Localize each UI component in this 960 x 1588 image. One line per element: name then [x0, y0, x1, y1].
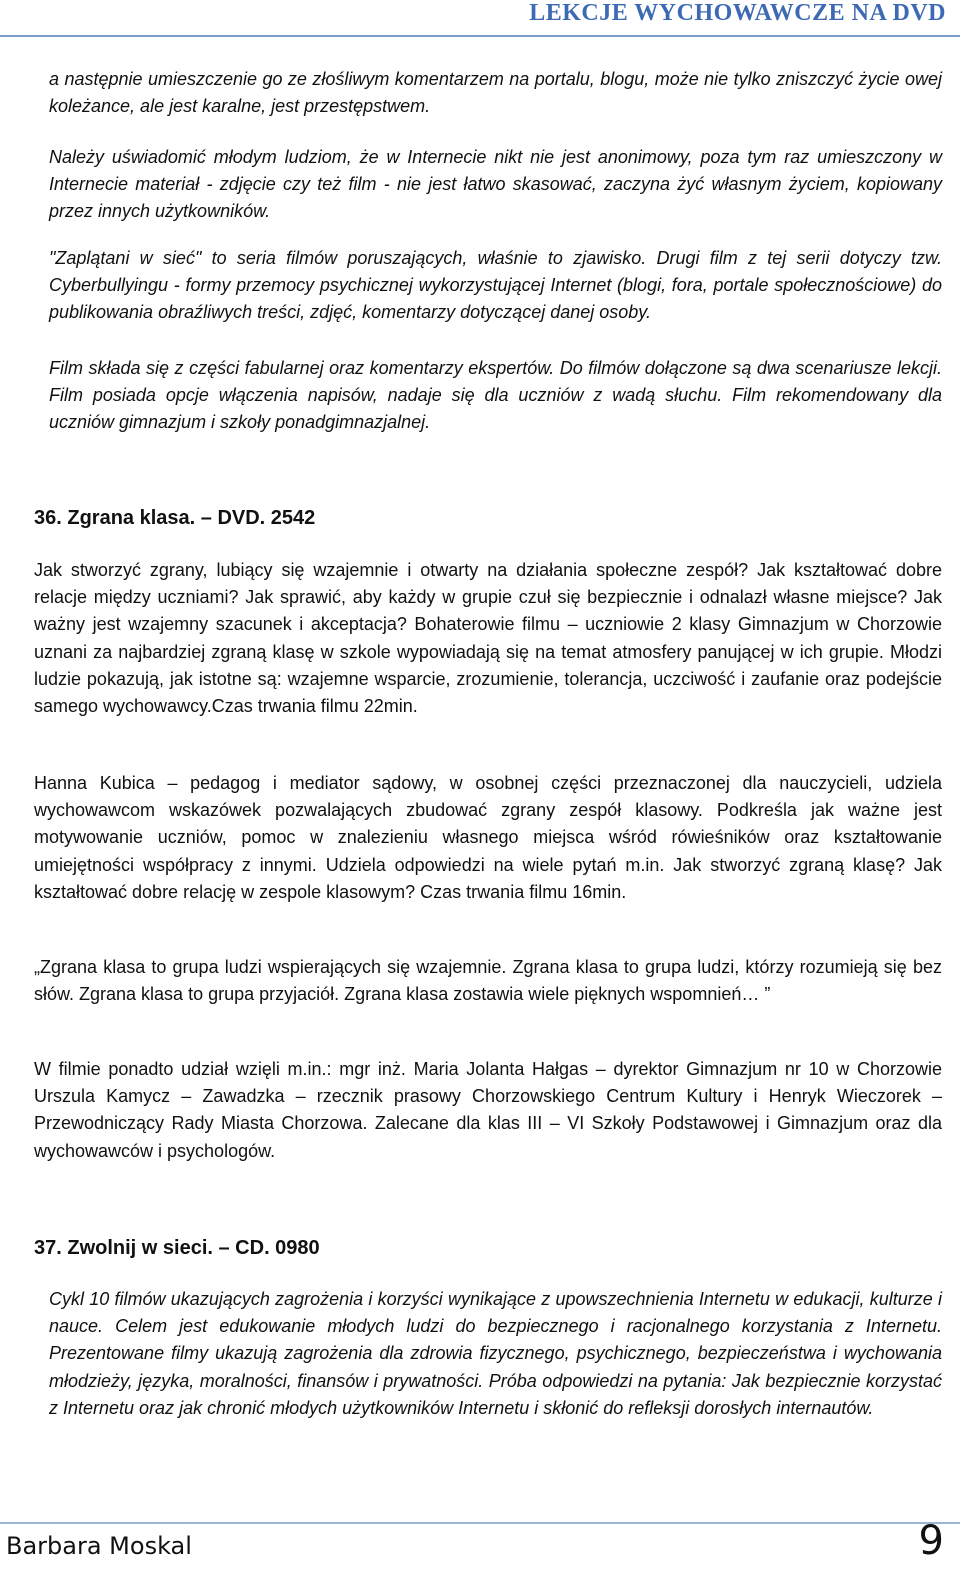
section-37-paragraph-1: Cykl 10 filmów ukazujących zagrożenia i korzyści wynikające z upowszechnienia Internetu w edukacji, kulturze i nauce. Celem jest edukowanie młodych ludzi do bezpiecznego i racjonalnego korzystania z Internetu. Prezentowane filmy ukazują zagrożenia dla zdrowia fizycznego, psychicznego, bezpieczeństwa i wychowania młodzieży, języka, moralności, finansów i prywatności. Próba odpowiedzi na pytania: Jak bezpiecznie korzystać z Internetu oraz jak chronić młodych użytkowników Internetu i skłonić do refleksji dorosłych internautów. — [49, 1289, 942, 1418]
section-36-paragraph-4: W filmie ponadto udział wzięli m.in.: mgr inż. Maria Jolanta Hałgas – dyrektor Gimnazjum nr 10 w Chorzowie Urszula Kamycz – Zawadzka – rzecznik prasowy Chorzowskiego Centrum Kultury i Henryk Wieczorek – Przewodniczący Rady Miasta Chorzowa. Zalecane dla klas III – VI Szkoły Podstawowej i Gimnazjum oraz dla wychowawców i psychologów. — [34, 1059, 942, 1161]
prev-paragraph-4: Film składa się z części fabularnej oraz komentarzy ekspertów. Do filmów dołączone są dwa scenariusze lekcji. Film posiada opcje włączenia napisów, nadaje się dla uczniów z wadą słuchu. Film rekomendowany dla uczniów gimnazjum i szkoły ponadgimnazjalnej. — [49, 358, 942, 433]
prev-paragraph-3: "Zaplątani w sieć" to seria filmów poruszających, właśnie to zjawisko. Drugi film z tej serii dotyczy tzw. Cyberbullyingu - formy przemocy psychicznej wykorzystującej Internet (blogi, fora, portale społecznościowe) do publikowania obraźliwych treści, zdjęć, komentarzy dotyczącej danej osoby. — [49, 248, 942, 323]
prev-paragraph-2: Należy uświadomić młodym ludziom, że w Internecie nikt nie jest anonimowy, poza tym raz umieszczony w Internecie materiał - zdjęcie czy też film - nie jest łatwo skasować, zaczyna żyć własnym życiem, kopiowany przez innych użytkowników. — [49, 147, 942, 222]
page-number: 9 — [918, 1518, 944, 1564]
section-36-paragraph-2: Hanna Kubica – pedagog i mediator sądowy, w osobnej części przeznaczonej dla nauczycieli, udziela wychowawcom wskazówek pozwalających zbudować zgrany zespół klasowy. Podkreśla jak ważne jest motywowanie uczniów, pomoc w znalezieniu własnego miejsca wśród rówieśników oraz kształtowanie umiejętności współpracy z innymi. Udziela odpowiedzi na wiele pytań m.in. Jak stworzyć zgraną klasę? Jak kształtować dobre relację w zespole klasowym? Czas trwania filmu 16min. — [34, 773, 942, 902]
section-36-quote: „Zgrana klasa to grupa ludzi wspierających się wzajemnie. Zgrana klasa to grupa ludzi, którzy rozumieją się bez słów. Zgrana klasa to grupa przyjaciół. Zgrana klasa zostawia wiele pięknych wspomnień… ” — [34, 957, 942, 1005]
prev-paragraph-1: a następnie umieszczenie go ze złośliwym komentarzem na portalu, blogu, może nie tylko zniszczyć życie owej koleżance, ale jest karalne, jest przestępstwem. — [49, 69, 942, 117]
section-37-heading: 37. Zwolnij w sieci. – CD. 0980 — [34, 1237, 320, 1259]
section-36-paragraph-1: Jak stworzyć zgrany, lubiący się wzajemnie i otwarty na działania społeczne zespół? Jak kształtować dobre relacje między uczniami? Jak sprawić, aby każdy w grupie czuł się bezpiecznie i odnalazł własne miejsce? Jak ważny jest wzajemny szacunek i akceptacja? Bohaterowie filmu – uczniowie 2 klasy Gimnazjum w Chorzowie uznani za najbardziej zgraną klasę w szkole wypowiadają się na temat atmosfery panującej w ich grupie. Młodzi ludzie pokazują, jak istotne są: wzajemne wsparcie, zrozumienie, tolerancja, uczciwość i zaufanie oraz podejście samego wychowawcy.Czas trwania filmu 22min. — [34, 560, 942, 717]
footer-author: Barbara Moskal — [6, 1532, 192, 1560]
header-divider — [0, 35, 960, 37]
section-36-heading: 36. Zgrana klasa. – DVD. 2542 — [34, 507, 316, 529]
footer-divider — [0, 1522, 960, 1524]
page-header-title: LEKCJE WYCHOWAWCZE NA DVD — [529, 0, 946, 26]
